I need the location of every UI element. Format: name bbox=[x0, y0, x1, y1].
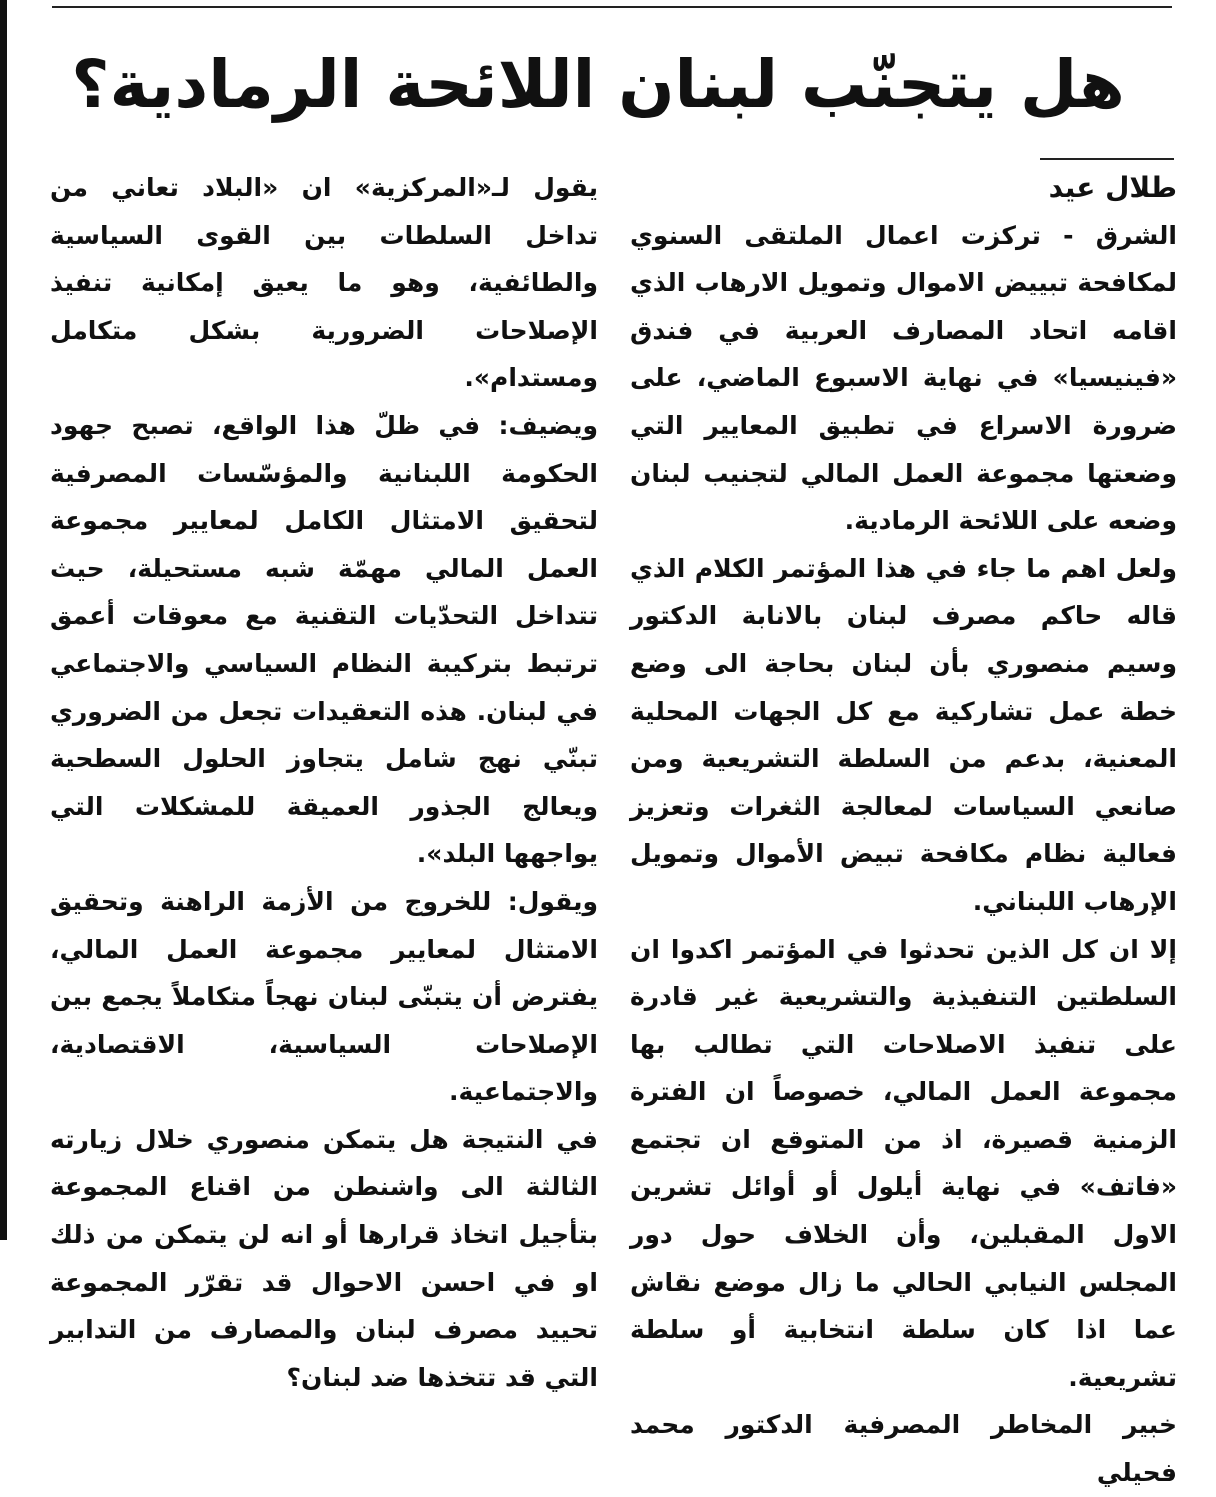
body-paragraph: يقول لـ«المركزية» ان «البلاد تعاني من تداخل السلطات بين القوى السياسية والطائفية، وهو ما يعيق إمكانية تنفيذ الإصلاحات الضرورية بشكل متكامل ومستدام». bbox=[50, 173, 598, 393]
top-rule bbox=[52, 6, 1172, 8]
dateline: الشرق bbox=[1095, 220, 1177, 250]
body-paragraph: في النتيجة هل يتمكن منصوري خلال زيارته الثالثة الى واشنطن من اقناع المجموعة بتأجيل اتخاذ قرارها أو انه لن يتمكن من ذلك او في احسن الاحوال قد تقرّر المجموعة تحييد مصرف لبنان والمصارف من التدابير التي قد تتخذها ضد لبنان؟ bbox=[50, 1124, 598, 1392]
article-headline: هل يتجنّب لبنان اللائحة الرمادية؟ bbox=[71, 46, 1125, 123]
body-paragraph: ولعل اهم ما جاء في هذا المؤتمر الكلام الذي قاله حاكم مصرف لبنان بالانابة الدكتور وسيم منصوري بأن لبنان بحاجة الى وضع خطة عمل تشاركية مع كل الجهات المحلية المعنية، بدعم من السلطة التشريعية ومن صانعي السياسات لمعالجة الثغرات وتعزيز فعالية نظام مكافحة تبيض الأموال وتمويل الإرهاب اللبناني. bbox=[630, 553, 1177, 916]
byline-rule bbox=[1040, 158, 1174, 160]
body-paragraph: خبير المخاطر المصرفية الدكتور محمد فحيلي bbox=[630, 1410, 1177, 1488]
left-margin-rule bbox=[0, 0, 7, 1240]
body-paragraph: إلا ان كل الذين تحدثوا في المؤتمر اكدوا ان السلطتين التنفيذية والتشريعية غير قادرة على تنفيذ الاصلاحات التي تطالب بها مجموعة العمل المالي، خصوصاً ان الفترة الزمنية قصيرة، اذ من المتوقع ان تجتمع «فاتف» في نهاية أيلول أو أوائل تشرين الاول المقبلين، وأن الخلاف حول دور المجلس النيابي الحالي ما زال موضع نقاش عما اذا كان سلطة انتخابية أو سلطة تشريعية. bbox=[630, 934, 1177, 1392]
lead-paragraph bbox=[630, 212, 1177, 545]
author-byline: طلال عيد bbox=[1048, 171, 1177, 204]
body-paragraph: ويضيف: في ظلّ هذا الواقع، تصبح جهود الحكومة اللبنانية والمؤسّسات المصرفية لتحقيق الامتثال الكامل لمعايير مجموعة العمل المالي مهمّة شبه مستحيلة، حيث تتداخل التحدّيات التقنية مع معوقات أعمق ترتبط بتركيبة النظام السياسي والاجتماعي في لبنان. هذه التعقيدات تجعل من الضروري تبنّي نهج شامل يتجاوز الحلول السطحية ويعالج الجذور العميقة للمشكلات التي يواجهها البلد». bbox=[50, 410, 598, 869]
article-column-right bbox=[630, 164, 1177, 1497]
body-paragraph: ويقول: للخروج من الأزمة الراهنة وتحقيق الامتثال لمعايير مجموعة العمل المالي، يفترض أن يتبنّى لبنان نهجاً متكاملاً يجمع بين الإصلاحات السياسية، الاقتصادية، والاجتماعية. bbox=[50, 886, 598, 1107]
article-column-left bbox=[50, 164, 598, 1401]
lead-text: - تركزت اعمال الملتقى السنوي لمكافحة تبييض الاموال وتمويل الارهاب الذي اقامه اتحاد المصارف العربية في فندق «فينيسيا» في نهاية الاسبوع الماضي، على ضرورة الاسراع في تطبيق المعايير التي وضعتها مجموعة العمل المالي لتجنيب لبنان وضعه على اللائحة الرمادية. bbox=[630, 220, 1177, 536]
